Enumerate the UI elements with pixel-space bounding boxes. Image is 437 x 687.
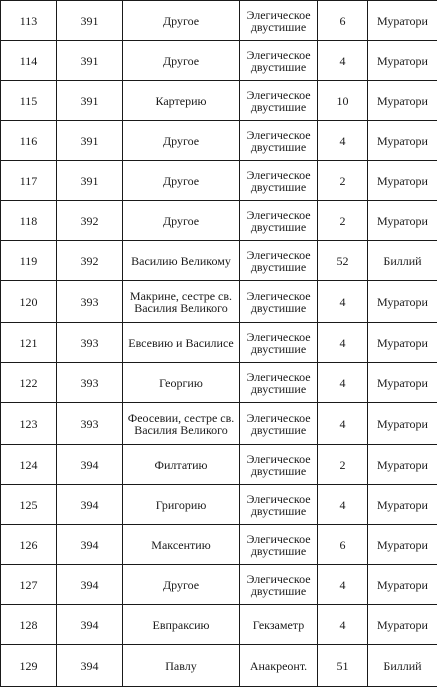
source-cell: Муратори (368, 41, 437, 81)
row-number-cell: 120 (1, 281, 57, 323)
addressee-cell: Евсевию и Василисе (123, 323, 240, 363)
table-row (1, 403, 437, 445)
source-cell: Муратори (368, 363, 437, 403)
line-count-cell: 52 (318, 241, 368, 281)
year-cell: 391 (57, 1, 123, 41)
year-cell: 391 (57, 121, 123, 161)
meter-cell: Элегическое двустишие (240, 525, 318, 565)
line-count-cell: 2 (318, 445, 368, 485)
meter-cell: Элегическое двустишие (240, 161, 318, 201)
meter-cell: Элегическое двустишие (240, 201, 318, 241)
table-row (1, 241, 437, 281)
year-cell: 394 (57, 485, 123, 525)
meter-cell: Элегическое двустишие (240, 1, 318, 41)
table-row (1, 161, 437, 201)
year-cell: 393 (57, 403, 123, 445)
line-count-cell: 4 (318, 281, 368, 323)
meter-cell: Элегическое двустишие (240, 121, 318, 161)
table-row (1, 363, 437, 403)
table-row (1, 645, 437, 687)
row-number-cell: 117 (1, 161, 57, 201)
table-row (1, 121, 437, 161)
year-cell: 393 (57, 281, 123, 323)
row-number-cell: 119 (1, 241, 57, 281)
line-count-cell: 4 (318, 363, 368, 403)
row-number-cell: 116 (1, 121, 57, 161)
line-count-cell: 2 (318, 161, 368, 201)
addressee-cell: Другое (123, 121, 240, 161)
source-cell: Муратори (368, 323, 437, 363)
source-cell: Муратори (368, 1, 437, 41)
line-count-cell: 4 (318, 485, 368, 525)
line-count-cell: 4 (318, 323, 368, 363)
meter-cell: Элегическое двустишие (240, 241, 318, 281)
addressee-cell: Другое (123, 1, 240, 41)
line-count-cell: 4 (318, 605, 368, 645)
row-number-cell: 113 (1, 1, 57, 41)
meter-cell: Элегическое двустишие (240, 485, 318, 525)
meter-cell: Элегическое двустишие (240, 281, 318, 323)
year-cell: 393 (57, 323, 123, 363)
table-row (1, 1, 437, 41)
row-number-cell: 118 (1, 201, 57, 241)
source-cell: Муратори (368, 161, 437, 201)
table-row (1, 41, 437, 81)
source-cell: Муратори (368, 525, 437, 565)
addressee-cell: Георгию (123, 363, 240, 403)
year-cell: 392 (57, 241, 123, 281)
line-count-cell: 6 (318, 1, 368, 41)
row-number-cell: 124 (1, 445, 57, 485)
line-count-cell: 6 (318, 525, 368, 565)
year-cell: 394 (57, 605, 123, 645)
year-cell: 394 (57, 565, 123, 605)
source-cell: Муратори (368, 81, 437, 121)
row-number-cell: 125 (1, 485, 57, 525)
row-number-cell: 114 (1, 41, 57, 81)
addressee-cell: Картерию (123, 81, 240, 121)
meter-cell: Элегическое двустишие (240, 323, 318, 363)
table-row (1, 201, 437, 241)
line-count-cell: 4 (318, 565, 368, 605)
addressee-cell: Макрине, сестре св. Василия Великого (123, 281, 240, 323)
table-row (1, 81, 437, 121)
year-cell: 391 (57, 81, 123, 121)
addressee-cell: Другое (123, 161, 240, 201)
source-cell: Биллий (368, 241, 437, 281)
meter-cell: Элегическое двустишие (240, 41, 318, 81)
source-cell: Муратори (368, 485, 437, 525)
table-row (1, 565, 437, 605)
source-cell: Муратори (368, 403, 437, 445)
source-cell: Муратори (368, 445, 437, 485)
addressee-cell: Другое (123, 201, 240, 241)
row-number-cell: 121 (1, 323, 57, 363)
line-count-cell: 2 (318, 201, 368, 241)
addressee-cell: Василию Великому (123, 241, 240, 281)
line-count-cell: 10 (318, 81, 368, 121)
addressee-cell: Филтатию (123, 445, 240, 485)
year-cell: 394 (57, 445, 123, 485)
source-cell: Муратори (368, 201, 437, 241)
source-cell: Биллий (368, 645, 437, 687)
addressee-cell: Другое (123, 565, 240, 605)
addressee-cell: Другое (123, 41, 240, 81)
line-count-cell: 51 (318, 645, 368, 687)
line-count-cell: 4 (318, 403, 368, 445)
table-row (1, 281, 437, 323)
year-cell: 391 (57, 41, 123, 81)
line-count-cell: 4 (318, 121, 368, 161)
meter-cell: Элегическое двустишие (240, 363, 318, 403)
table-row (1, 323, 437, 363)
source-cell: Муратори (368, 565, 437, 605)
row-number-cell: 127 (1, 565, 57, 605)
meter-cell: Анакреонт. (240, 645, 318, 687)
addressee-cell: Григорию (123, 485, 240, 525)
row-number-cell: 126 (1, 525, 57, 565)
table-row (1, 485, 437, 525)
row-number-cell: 123 (1, 403, 57, 445)
addressee-cell: Феосевии, сестре св. Василия Великого (123, 403, 240, 445)
line-count-cell: 4 (318, 41, 368, 81)
meter-cell: Элегическое двустишие (240, 403, 318, 445)
table-row (1, 525, 437, 565)
year-cell: 393 (57, 363, 123, 403)
year-cell: 392 (57, 201, 123, 241)
table-row (1, 445, 437, 485)
poems-table-body (1, 1, 437, 687)
row-number-cell: 128 (1, 605, 57, 645)
row-number-cell: 122 (1, 363, 57, 403)
source-cell: Муратори (368, 121, 437, 161)
addressee-cell: Евпраксию (123, 605, 240, 645)
year-cell: 394 (57, 645, 123, 687)
row-number-cell: 129 (1, 645, 57, 687)
year-cell: 394 (57, 525, 123, 565)
year-cell: 391 (57, 161, 123, 201)
source-cell: Муратори (368, 281, 437, 323)
meter-cell: Элегическое двустишие (240, 565, 318, 605)
source-cell: Муратори (368, 605, 437, 645)
table-row (1, 605, 437, 645)
meter-cell: Гекзаметр (240, 605, 318, 645)
addressee-cell: Павлу (123, 645, 240, 687)
addressee-cell: Максентию (123, 525, 240, 565)
meter-cell: Элегическое двустишие (240, 81, 318, 121)
row-number-cell: 115 (1, 81, 57, 121)
meter-cell: Элегическое двустишие (240, 445, 318, 485)
